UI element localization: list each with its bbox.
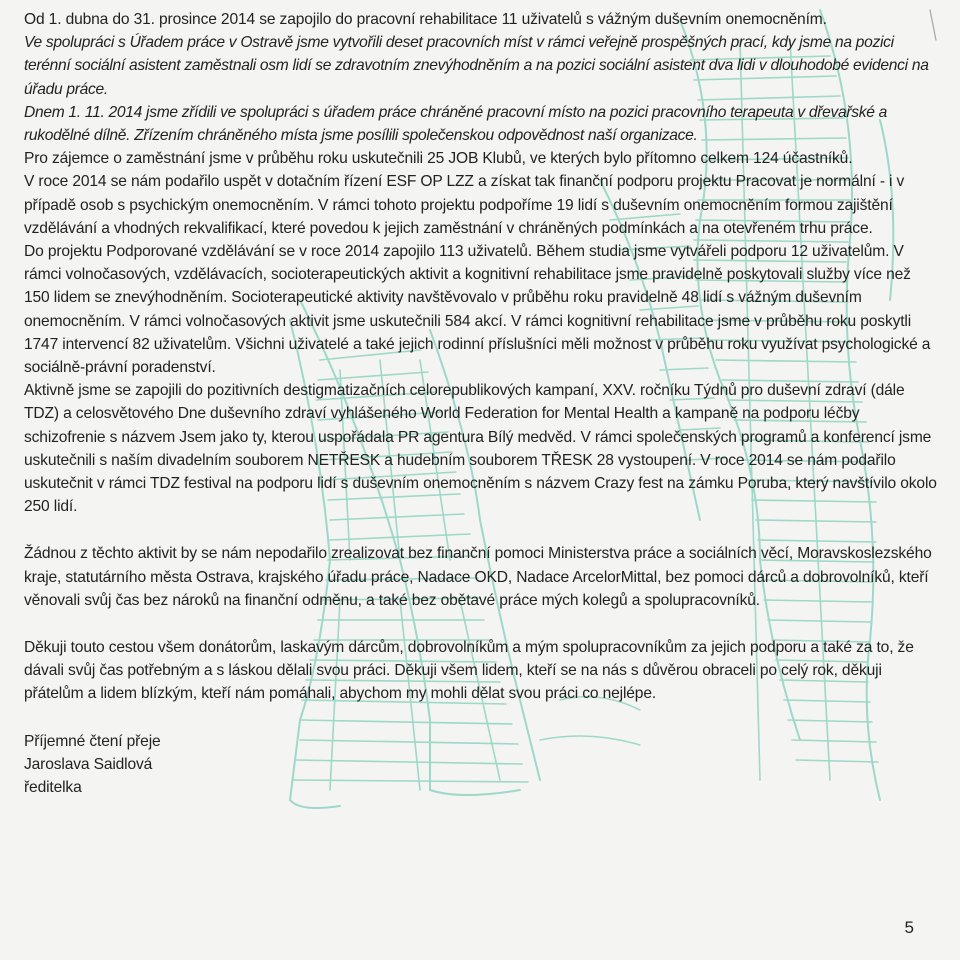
paragraph-esf-project: V roce 2014 se nám podařilo uspět v dotačním řízení ESF OP LZZ a získat tak finanční podporu projektu Pracovat je normální - i v případě osob s psychickým onemocněním. V rámci tohoto projektu podpoříme 19 lidí s duševním onemocněním formou zajištění vzdělávání a vhodných rekvalifikací, které povedou k jejich zaměstnání v chráněných podmínkách a na otevřeném trhu práce. xyxy=(24,173,905,237)
signature-block xyxy=(24,730,940,800)
signature-greeting: Příjemné čtení přeje xyxy=(24,732,161,750)
document-body xyxy=(24,8,940,799)
paragraph-thanks: Žádnou z těchto aktivit by se nám nepodařilo zrealizovat bez finanční pomoci Ministerstva práce a sociálních věcí, Moravskoslezského kraje, statutárního města Ostrava, krajského úřadu práce, Nadace OKD, Nadace ArcelorMittal, bez pomoci dárců a dobrovolníků, kteří věnovali svůj čas bez nároků na finanční odměnu, a také bez obětavé práce mých kolegů a spolupracovníků. xyxy=(24,545,932,609)
paragraph-rehabilitation: Od 1. dubna do 31. prosince 2014 se zapojilo do pracovní rehabilitace 11 uživatelů s vážným duševním onemocněním. xyxy=(24,11,827,28)
paragraph-protected-workplace: Dnem 1. 11. 2014 jsme zřídili ve spolupráci s úřadem práce chráněné pracovní místo na pozici pracovního terapeuta v dřevařské a rukodělné dílně. Zřízením chráněného místa jsme posílili společenskou odpovědnost naší organizace. xyxy=(24,103,888,145)
page-number: 5 xyxy=(904,918,914,937)
paragraph-public-works: Ve spolupráci s Úřadem práce v Ostravě jsme vytvořili deset pracovních míst v rámci veřejně prospěšných prací, kdy jsme na pozici terénní sociální asistent zaměstnali osm lidí se zdravotním znevýhodněním a na pozici sociální asistent dva lidi v dlouhodobé evidenci na úřadu práce. xyxy=(24,34,929,98)
paragraph-job-clubs: Pro zájemce o zaměstnání jsme v průběhu roku uskutečnili 25 JOB Klubů, ve kterých bylo přítomno celkem 124 účastníků. xyxy=(24,150,853,168)
signature-title: ředitelka xyxy=(24,779,82,797)
paragraph-gratitude: Děkuji touto cestou všem donátorům, laskavým dárcům, dobrovolníkům a mým spolupracovníkům za jejich podporu a také za to, že dávali svůj čas potřebným a s láskou dělali svou práci. Děkuji všem lidem, kteří se na nás s důvěrou obraceli po celý rok, děkuji přátelům a lidem blízkým, kteří nám pomáhali, abychom my mohli dělat svou práci co nejlépe. xyxy=(24,639,914,703)
paragraph-campaigns: Aktivně jsme se zapojili do pozitivních destigmatizačních celorepublikových kampaní, XXV. ročníku Týdnů pro duševní zdraví (dále TDZ) a celosvětového Dne duševního zdraví vyhlášeného World Federation for Mental Health a kampaně na podporu léčby schizofrenie s názvem Jsem jako ty, kterou uspořádala PR agentura Bílý medvěd. V rámci společenských programů a konferencí jsme uskutečnili s naším divadelním souborem NETŘESK a hudebním souborem TŘESK 28 vystoupení. V roce 2014 se nám podařilo uskutečnit v rámci TDZ festival na podporu lidí s duševním onemocněním s názvem Crazy fest na zámku Poruba, který navštívilo okolo 250 lidí. xyxy=(24,382,937,516)
signature-name: Jaroslava Saidlová xyxy=(24,755,153,773)
paragraph-supported-education: Do projektu Podporované vzdělávání se v roce 2014 zapojilo 113 uživatelů. Během studia jsme vytvářeli podporu 12 uživatelům. V rámci volnočasových, vzdělávacích, socioterapeutických aktivit a kognitivní rehabilitace jsme pravidelně poskytovali služby více než 150 lidem se znevýhodněním. Socioterapeutické aktivity navštěvovalo v průběhu roku pravidelně 48 lidí s vážným duševním onemocněním. V rámci volnočasových aktivit jsme uskutečnili 584 akcí. V rámci kognitivní rehabilitace jsme v průběhu roku poskytli 1747 intervencí 82 uživatelům. Všichni uživatelé a také jejich rodinní příslušníci měli možnost v průběhu roku využívat psychologické a sociálně-právní poradenství. xyxy=(24,243,931,377)
